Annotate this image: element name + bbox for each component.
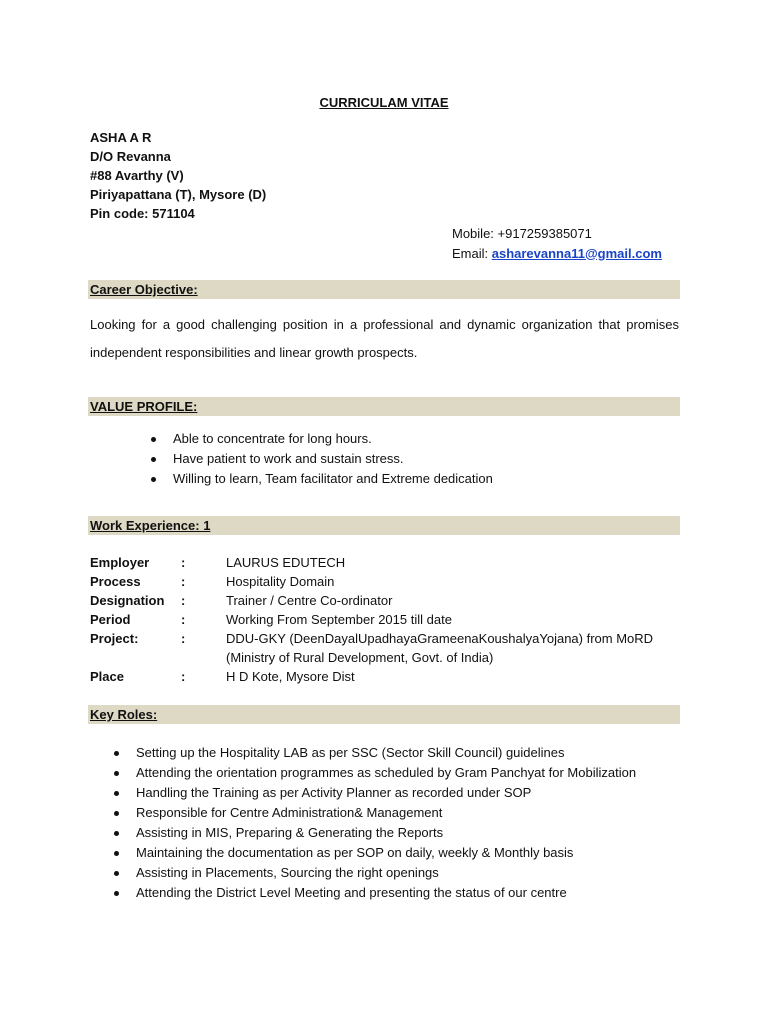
list-item: Assisting in MIS, Preparing & Generating the Reports — [110, 823, 636, 843]
work-row — [90, 629, 696, 667]
list-item: Attending the orientation programmes as scheduled by Gram Panchyat for Mobilization — [110, 763, 636, 783]
section-heading: Work Experience: 1 — [90, 518, 211, 533]
work-key: Place — [90, 669, 124, 684]
work-value: DDU-GKY (DeenDayalUpadhayaGrameenaKoushalyaYojana) from MoRD (Ministry of Rural Development, Govt. of India) — [226, 631, 654, 665]
work-row — [90, 553, 696, 572]
house-line: #88 Avarthy (V) — [90, 168, 184, 183]
address-block — [90, 128, 266, 223]
work-value: Hospitality Domain — [226, 574, 335, 589]
work-key: Project: — [90, 631, 139, 646]
list-item: Assisting in Placements, Sourcing the right openings — [110, 863, 636, 883]
work-sep: : — [181, 555, 186, 570]
key-roles-list — [110, 743, 636, 903]
section-key-roles — [88, 705, 680, 724]
section-work-experience — [88, 516, 680, 535]
email-link[interactable]: asharevanna11@gmail.com — [491, 245, 662, 261]
email-label: Email: — [452, 245, 492, 261]
work-key: Process — [90, 574, 141, 589]
section-value-profile — [88, 397, 680, 416]
section-heading: VALUE PROFILE: — [90, 399, 198, 414]
list-item: Responsible for Centre Administration& Management — [110, 803, 636, 823]
work-key: Employer — [90, 555, 150, 570]
value-profile-list — [147, 429, 493, 489]
work-sep: : — [181, 593, 186, 608]
candidate-name: ASHA A R — [90, 130, 152, 145]
work-key: Period — [90, 612, 131, 627]
contact-block — [452, 224, 662, 263]
document-title: CURRICULAM VITAE — [319, 95, 449, 110]
career-objective-text: Looking for a good challenging position in a professional and dynamic organization that promises independent responsibilities and linear growth prospects. — [90, 317, 679, 360]
section-career-objective — [88, 280, 680, 299]
list-item: Able to concentrate for long hours. — [147, 429, 493, 449]
email-line — [452, 244, 662, 264]
mobile-line: Mobile: +917259385071 — [452, 226, 592, 241]
work-experience-table — [90, 553, 696, 686]
work-row — [90, 591, 696, 610]
list-item: Have patient to work and sustain stress. — [147, 449, 493, 469]
work-value: H D Kote, Mysore Dist — [226, 669, 355, 684]
work-value: Trainer / Centre Co-ordinator — [226, 593, 393, 608]
list-item: Willing to learn, Team facilitator and Extreme dedication — [147, 469, 493, 489]
work-sep: : — [181, 631, 186, 646]
section-heading: Key Roles: — [90, 707, 158, 722]
list-item: Maintaining the documentation as per SOP on daily, weekly & Monthly basis — [110, 843, 636, 863]
list-item: Handling the Training as per Activity Planner as recorded under SOP — [110, 783, 636, 803]
work-sep: : — [181, 574, 186, 589]
work-key: Designation — [90, 593, 165, 608]
work-sep: : — [181, 669, 186, 684]
section-heading: Career Objective: — [90, 282, 198, 297]
work-row — [90, 610, 696, 629]
town-line: Piriyapattana (T), Mysore (D) — [90, 187, 267, 202]
work-row — [90, 667, 696, 686]
list-item: Attending the District Level Meeting and presenting the status of our centre — [110, 883, 636, 903]
work-row — [90, 572, 696, 591]
pin-code-line: Pin code: 571104 — [90, 206, 195, 221]
parent-line: D/O Revanna — [90, 149, 171, 164]
work-value: LAURUS EDUTECH — [226, 555, 346, 570]
work-sep: : — [181, 612, 186, 627]
work-value: Working From September 2015 till date — [226, 612, 452, 627]
list-item: Setting up the Hospitality LAB as per SSC (Sector Skill Council) guidelines — [110, 743, 636, 763]
